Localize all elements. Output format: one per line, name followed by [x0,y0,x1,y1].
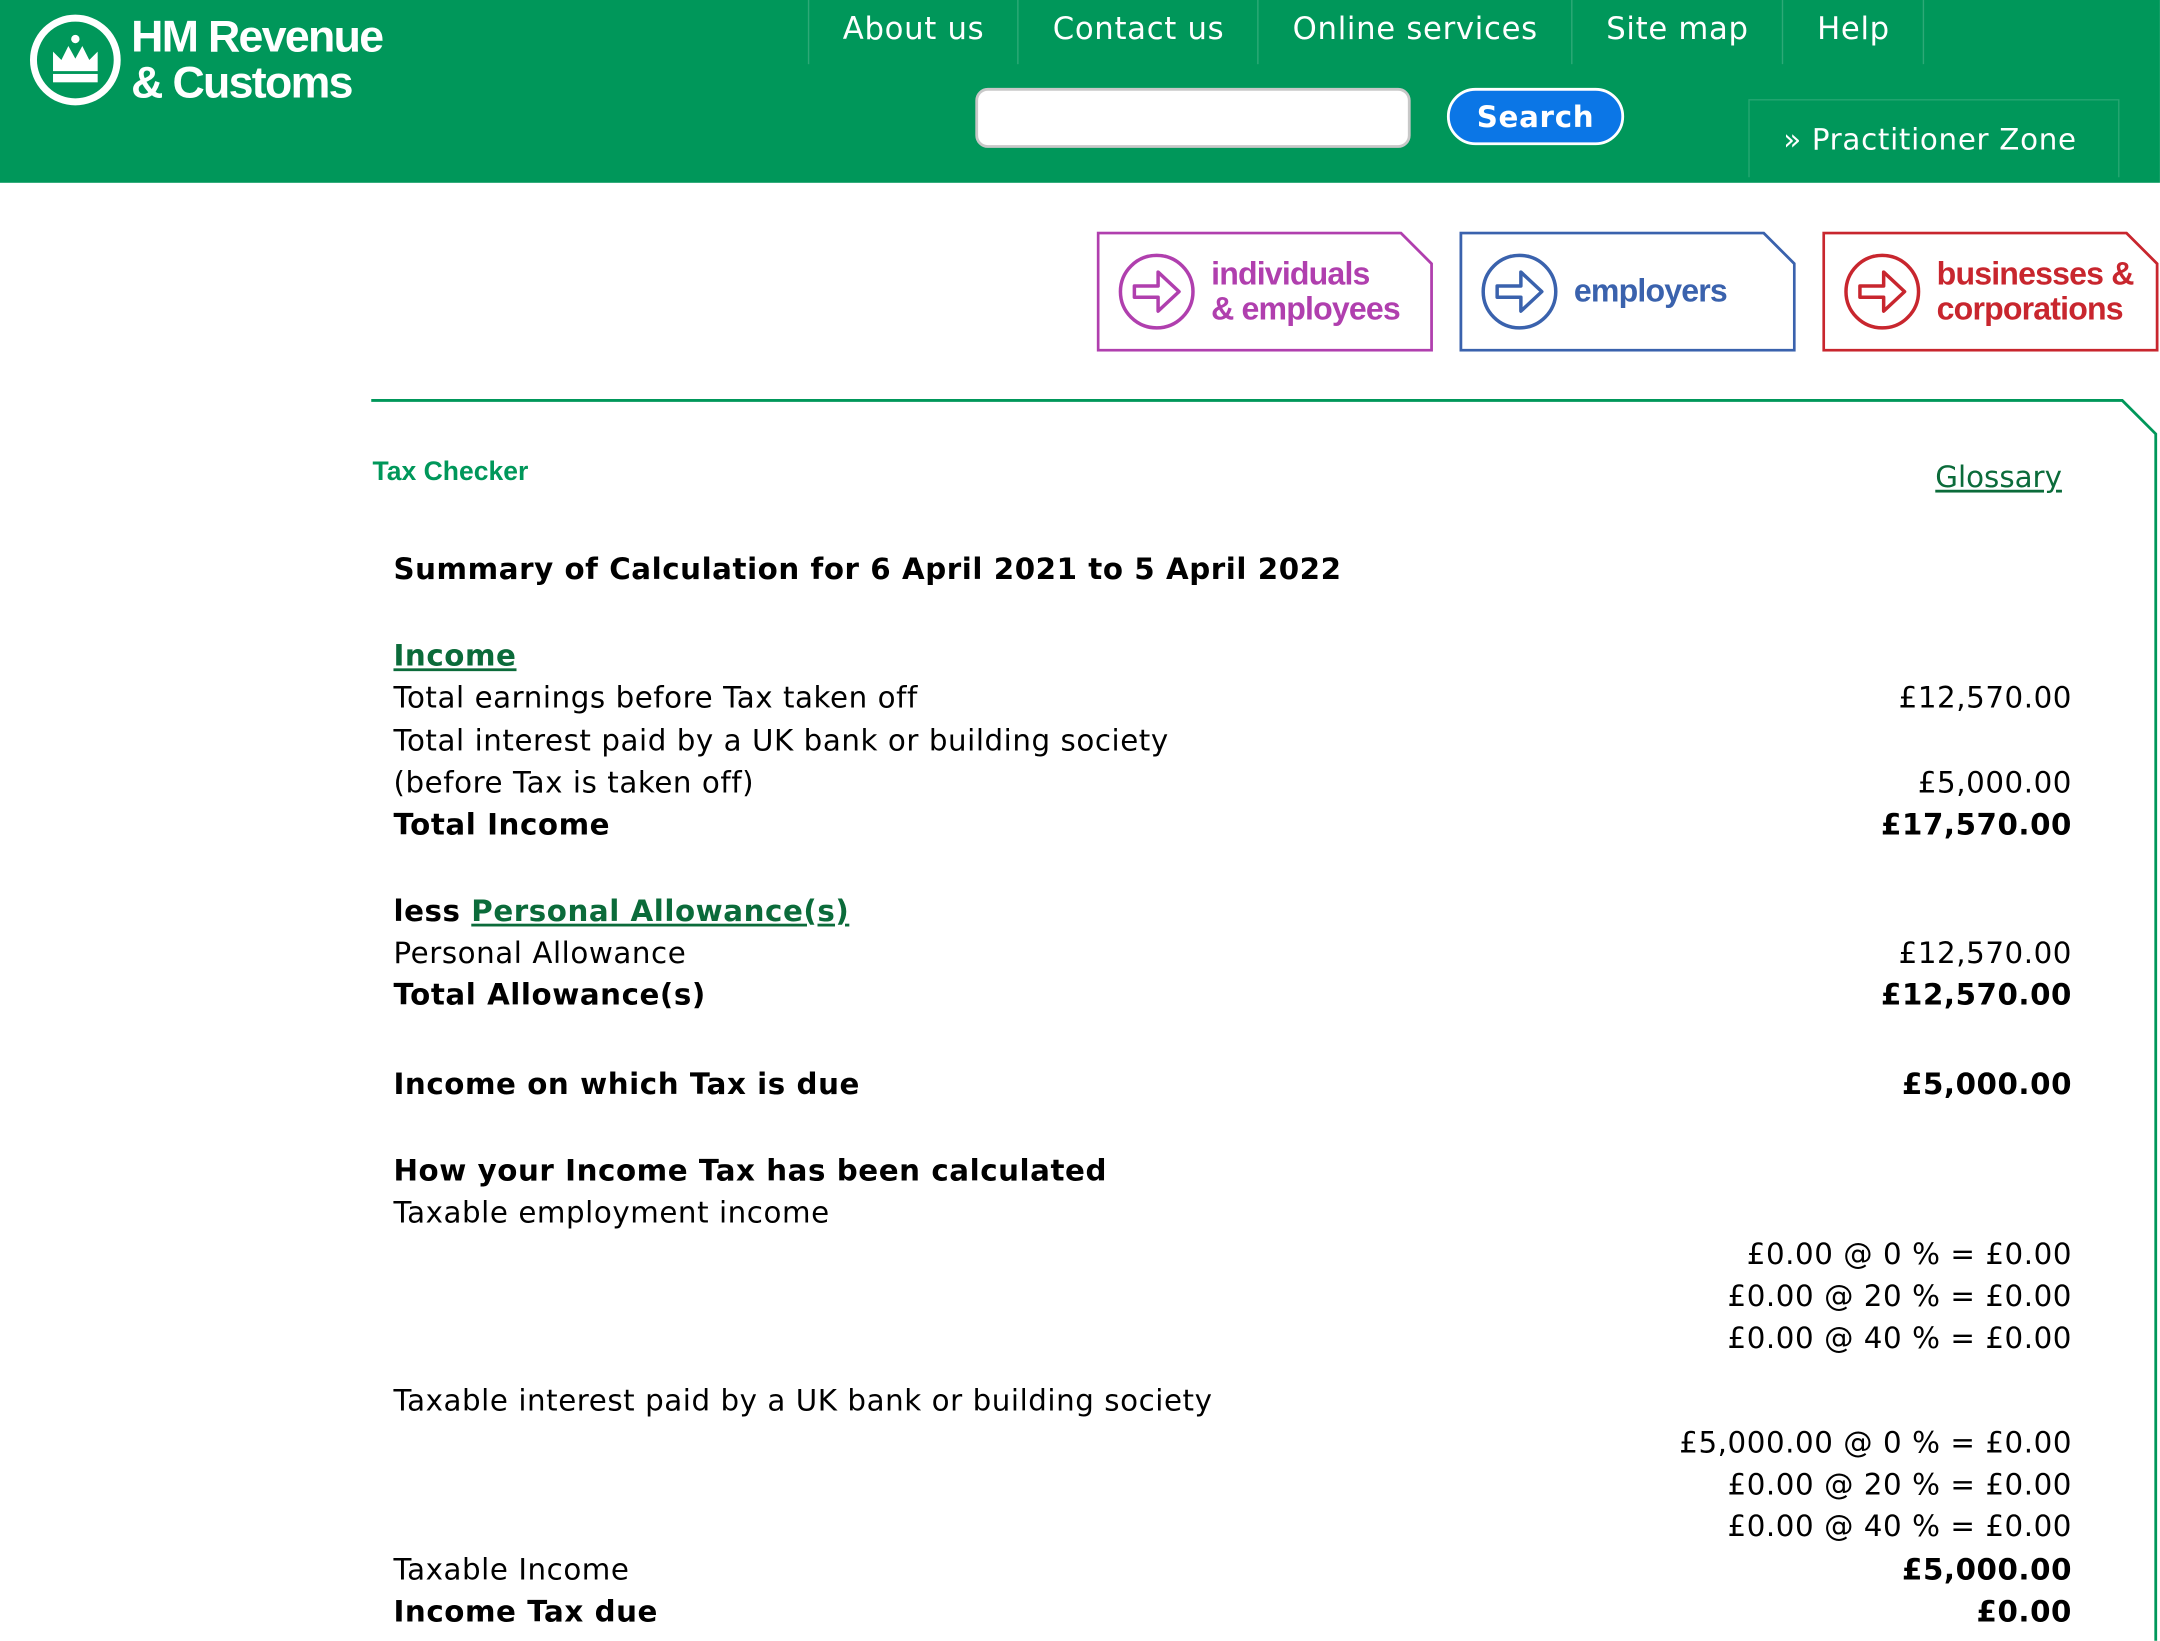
earnings-value: £12,570.00 [1898,680,2073,715]
businesses-label: businesses & corporations [1936,255,2134,327]
arrow-right-circle-icon [1116,251,1197,332]
income-link[interactable]: Income [393,639,517,673]
search-input[interactable] [975,88,1410,148]
nav-contact-us[interactable]: Contact us [1018,0,1258,64]
arrow-right-circle-icon [1479,251,1560,332]
businesses-corporations-button[interactable] [1822,232,2158,352]
site-header [0,0,2160,183]
employers-label: employers [1573,272,1727,309]
less-label: less [393,894,461,928]
individuals-label: individuals & employees [1211,255,1400,327]
personal-allowance-value: £12,570.00 [1898,936,2073,970]
glossary-link[interactable]: Glossary [1935,460,2062,494]
nav-help[interactable]: Help [1782,0,1925,64]
interest-value: £5,000.00 [1917,766,2073,800]
nav-about-us[interactable]: About us [808,0,1018,64]
crown-crest-icon [28,13,123,108]
logo-wordmark: HM Revenue & Customs [131,11,383,108]
hmrc-logo[interactable] [28,11,382,109]
income-tax-due-value: £0.00 [1976,1594,2073,1629]
individuals-employees-button[interactable] [1097,232,1433,352]
total-allowances-value: £12,570.00 [1881,978,2073,1012]
taxable-due-value: £5,000.00 [1902,1067,2073,1101]
search-button[interactable]: Search [1447,88,1624,145]
nav-site-map[interactable]: Site map [1571,0,1782,64]
practitioner-zone-link[interactable]: » Practitioner Zone [1748,99,2119,177]
taxable-income-value: £5,000.00 [1902,1552,2073,1587]
total-income-value: £17,570.00 [1881,807,2073,842]
employers-button[interactable] [1459,232,1795,352]
arrow-right-circle-icon [1842,251,1923,332]
top-navigation [808,0,1925,64]
tool-title: Tax Checker [372,457,529,487]
personal-allowances-link[interactable]: Personal Allowance(s) [471,894,850,928]
nav-online-services[interactable]: Online services [1258,0,1572,64]
